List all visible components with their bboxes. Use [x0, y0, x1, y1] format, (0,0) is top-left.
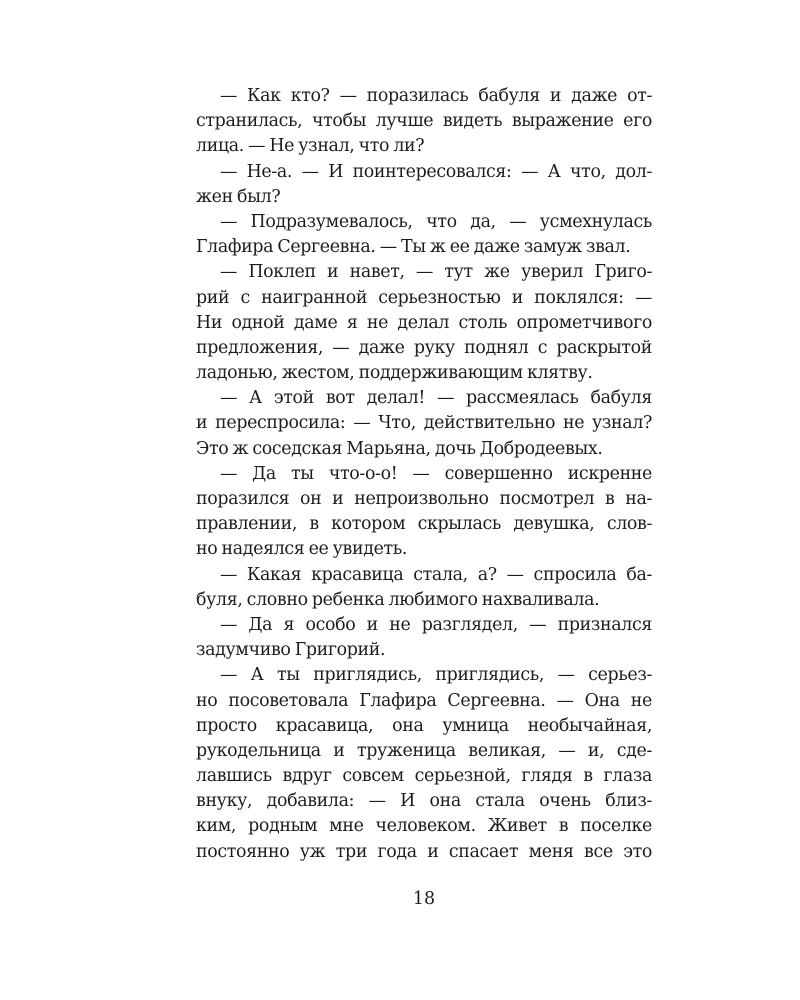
text-line: — Подразумевалось, что да, — усмехнулась — [220, 211, 652, 232]
text-line: — Какая красавица стала, а? — спросила ба- — [220, 564, 652, 585]
text-line: рий с наигранной серьезностью и поклялся: — — [196, 287, 652, 308]
text-line: постоянно уж три года и спасает меня все это — [196, 841, 652, 862]
text-line: буля, словно ребенка любимого нахваливала. — [196, 589, 600, 610]
text-line: жен был? — [196, 186, 281, 207]
text-line: ладонью, жестом, поддерживающим клятву. — [196, 363, 593, 384]
text-line: просто красавица, она умница необычайная, — [196, 715, 652, 736]
page-number: 18 — [412, 889, 436, 909]
text-line: лица. — Не узнал, что ли? — [196, 136, 425, 157]
text-line: но посоветовала Глафира Сергеевна. — Она не — [196, 690, 652, 711]
text-line: рукодельница и труженица великая, — и, сде- — [196, 740, 652, 761]
text-line: — Как кто? — поразилась бабуля и даже от- — [220, 86, 652, 106]
text-line: поразился он и непроизвольно посмотрел в на- — [196, 489, 652, 509]
text-line: — Да я особо и не разглядел, — признался — [220, 614, 652, 635]
text-line: — А ты приглядись, приглядись, — серьез- — [220, 665, 652, 686]
text-line: предложения, — даже руку поднял с раскрытой — [196, 337, 652, 358]
text-line: — Да ты что-о-о! — совершенно искренне — [220, 463, 652, 484]
text-line: Глафира Сергеевна. — Ты ж ее даже замуж звал. — [196, 237, 631, 258]
text-line: — Поклеп и навет, — тут же уверил Григо- — [220, 262, 652, 283]
text-line: лавшись вдруг совсем серьезной, глядя в глаза — [196, 766, 652, 787]
text-line: но надеялся ее увидеть. — [196, 539, 408, 560]
text-line: и переспросила: — Что, действительно не узнал? — [196, 413, 652, 434]
body-text — [196, 84, 652, 865]
text-line: правлении, в котором скрылась девушка, слов- — [196, 514, 652, 535]
text-line: Это ж соседская Марьяна, дочь Добродеевых. — [196, 438, 603, 459]
text-line: ким, родным мне человеком. Живет в поселке — [196, 816, 652, 837]
text-line: — А этой вот делал! — рассмеялась бабуля — [220, 388, 652, 409]
text-line: странилась, чтобы лучше видеть выражение его — [196, 111, 652, 132]
text-line: внуку, добавила: — И она стала очень близ- — [196, 791, 652, 812]
text-line: задумчиво Григорий. — [196, 640, 386, 661]
text-line: — Не-а. — И поинтересовался: — А что, дол- — [220, 161, 652, 182]
text-line: Ни одной даме я не делал столь опрометчивого — [196, 312, 652, 333]
